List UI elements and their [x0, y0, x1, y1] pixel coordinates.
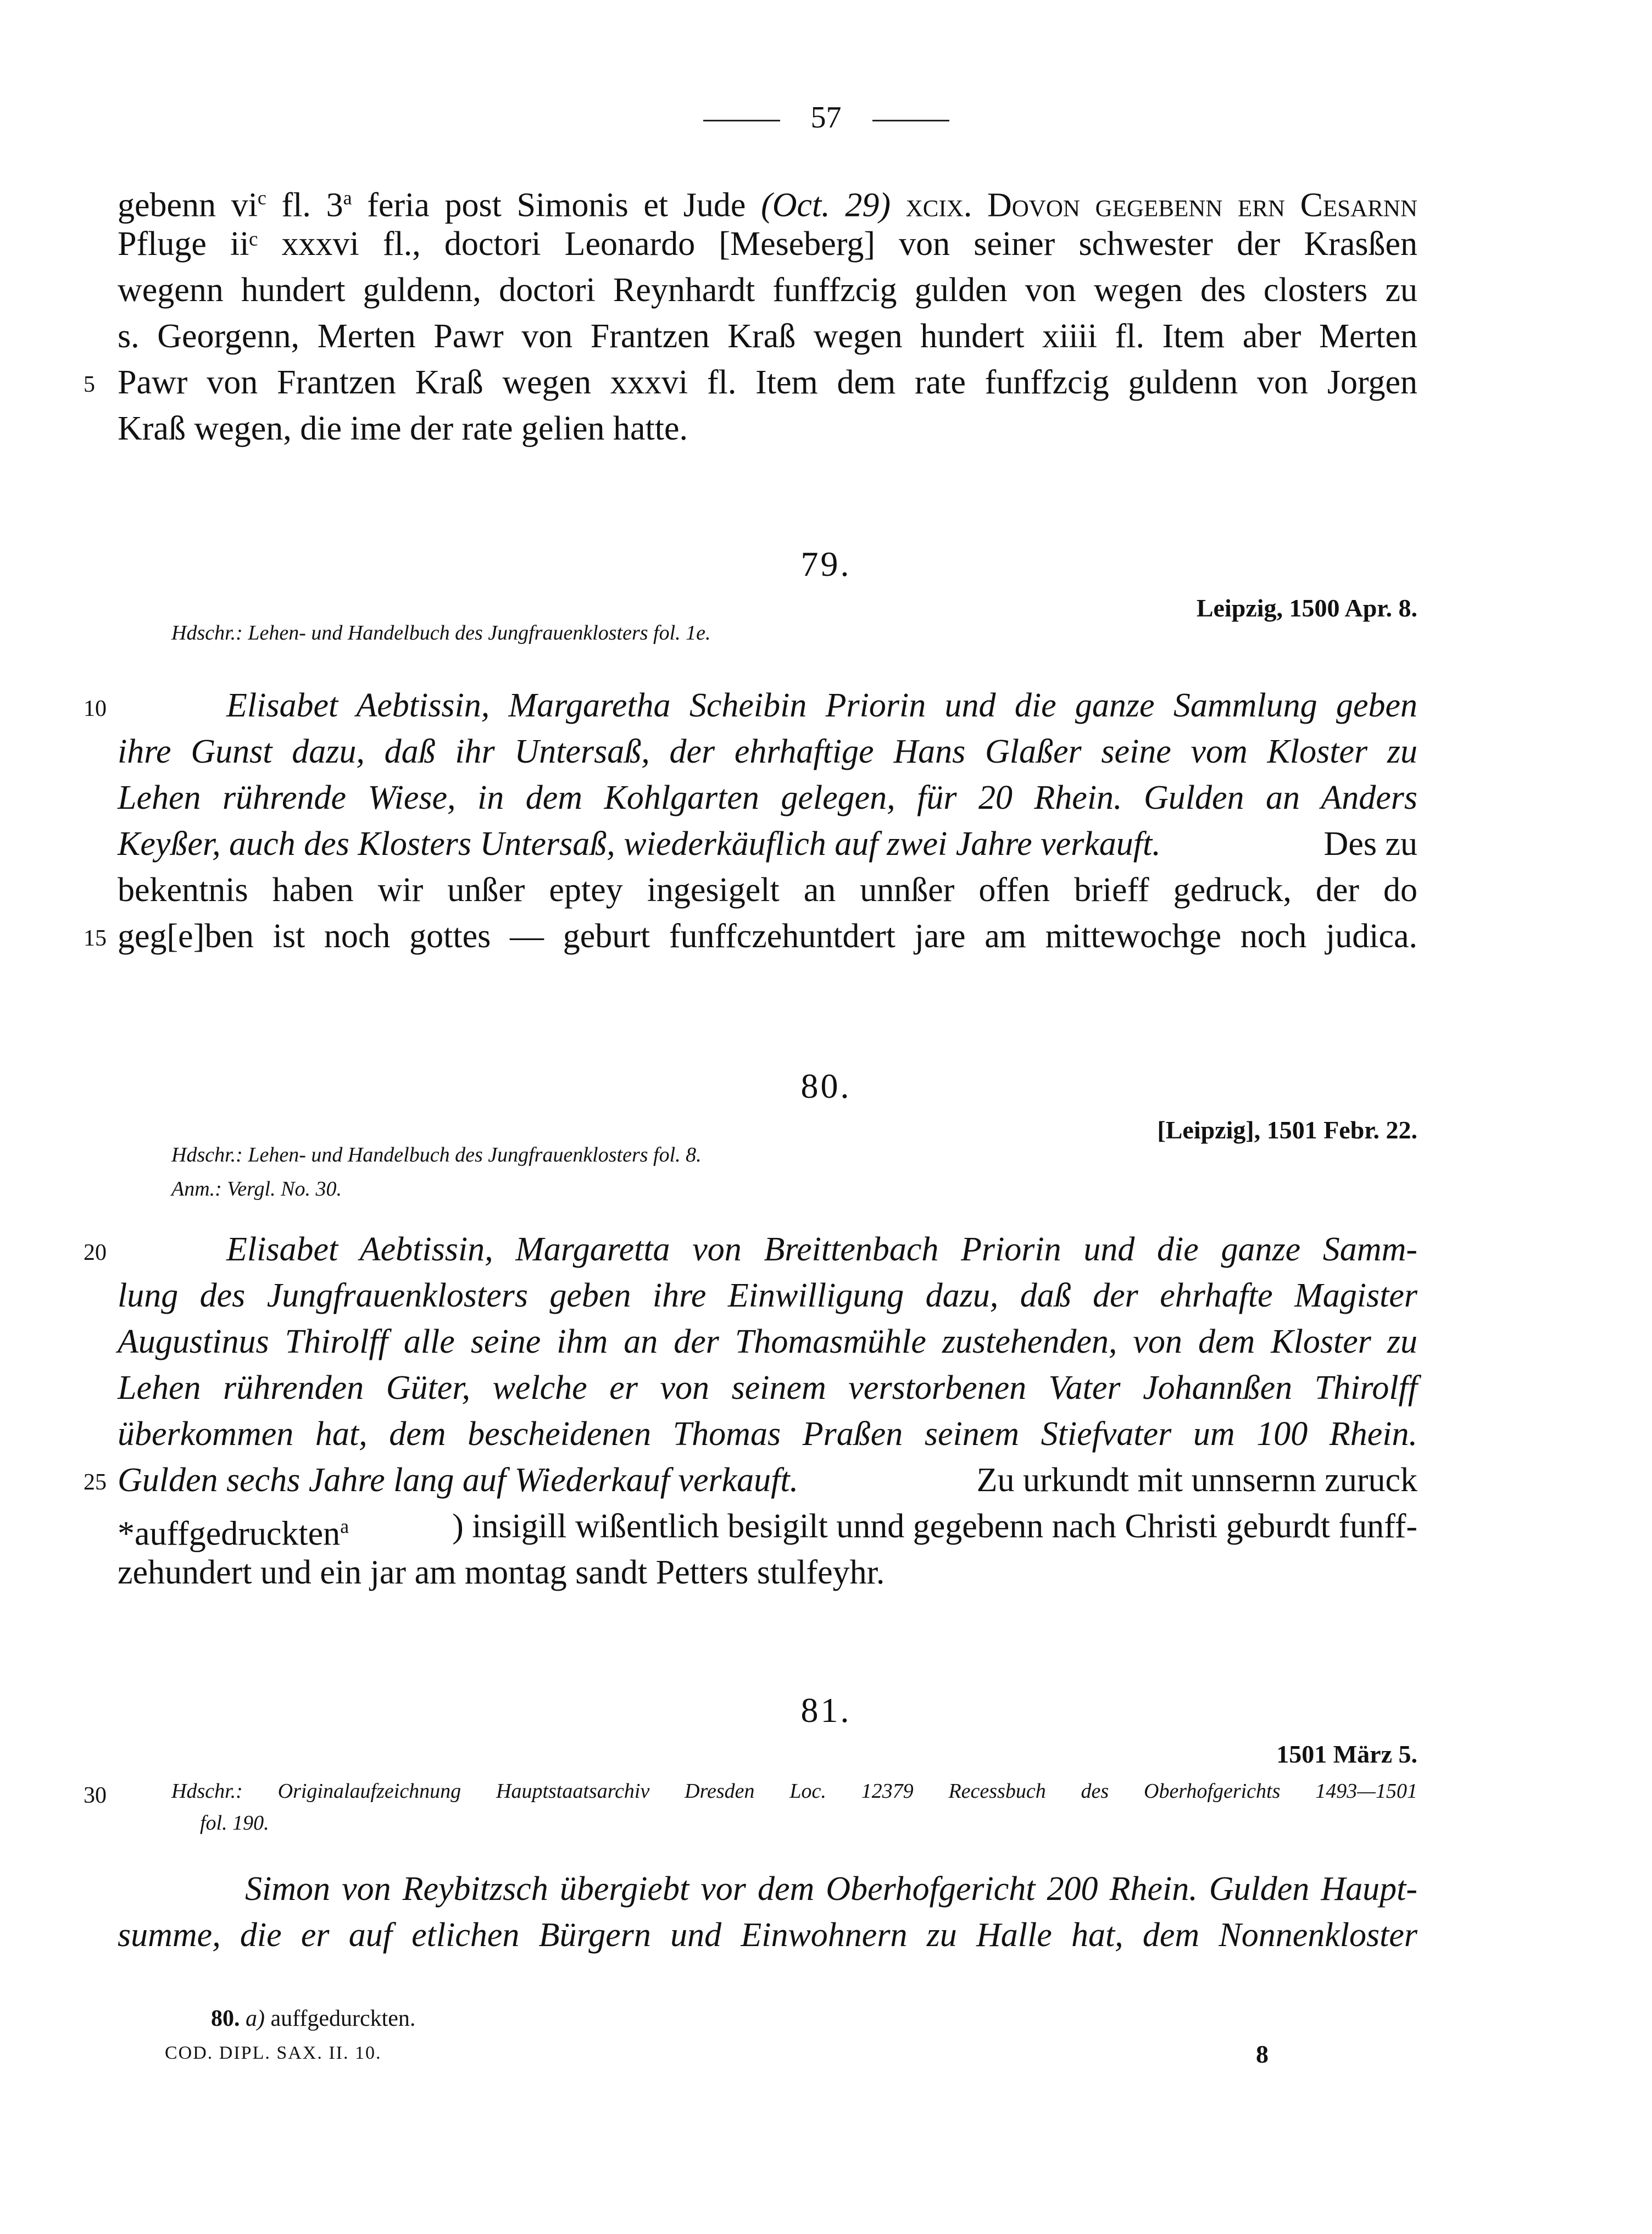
- source-note: fol. 190.: [200, 1811, 269, 1835]
- entry-80-line-1: Elisabet Aebtissin, Margaretta von Breittenbach Priorin und die ganze Samm-: [226, 1231, 1417, 1268]
- entry-80-line-5: überkommen hat, dem bescheidenen Thomas Praßen seinem Stiefvater um 100 Rhein.: [118, 1415, 1417, 1453]
- folio-rule-left: [703, 120, 780, 121]
- intro-line-5: Pawr von Frantzen Kraß wegen xxxvi fl. Item dem rate funffzcig guldenn von Jorgen: [118, 364, 1417, 401]
- entry-79-line-6: geg[e]ben ist noch gottes — geburt funffczehuntdert jare am mittewochge noch judica.: [118, 918, 1417, 955]
- footnote-label: 80.: [211, 2006, 240, 2031]
- folio-rule-right: [872, 120, 949, 121]
- sheet-number: 8: [1256, 2040, 1269, 2068]
- entry-80-line-4: Lehen rührenden Güter, welche er von seinem verstorbenen Vater Johannßen Thirolff: [118, 1369, 1417, 1407]
- entry-date-81: 1501 März 5.: [1276, 1740, 1417, 1768]
- date-reference: (Oct. 29): [761, 186, 891, 224]
- entry-number-80: 80.: [800, 1066, 852, 1105]
- source-note: Hdschr.: Lehen- und Handelbuch des Jungfrauenklosters fol. 1e.: [171, 621, 711, 644]
- entry-79-line-3: Lehen rührende Wiese, in dem Kohlgarten gelegen, für 20 Rhein. Gulden an Anders: [118, 779, 1417, 816]
- line-number: 15: [84, 926, 107, 951]
- line-number: 5: [84, 372, 95, 397]
- text-run: feria post Simonis et Jude: [352, 186, 761, 224]
- annotation-note: Anm.: Vergl. No. 30.: [171, 1177, 342, 1201]
- intro-line-2: Pfluge iiᶜ xxxvi fl., doctori Leonardo [Meseberg] von seiner schwester der Krasßen: [118, 225, 1417, 263]
- entry-79-line-1: Elisabet Aebtissin, Margaretha Scheibin Priorin und die ganze Sammlung geben: [226, 687, 1417, 724]
- entry-81-line-2: summe, die er auf etlichen Bürgern und Einwohnern zu Halle hat, dem Nonnenkloster: [118, 1916, 1417, 1954]
- line-number: 10: [84, 696, 107, 721]
- footnote-text: auffgedurckten.: [270, 2006, 416, 2031]
- line-number: 20: [84, 1240, 107, 1265]
- entry-number-81: 81.: [800, 1691, 852, 1730]
- text-run: Gulden sechs Jahre lang auf Wiederkauf verkauft.: [118, 1461, 799, 1499]
- text-run: [118, 1503, 349, 1557]
- text-run: Des zu: [1323, 825, 1417, 863]
- entry-79-line-5: bekentnis haben wir unßer eptey ingesigelt an unnßer offen brieff gedruck, der do: [118, 871, 1417, 909]
- entry-81-line-1: Simon von Reybitzsch übergiebt vor dem Oberhofgericht 200 Rhein. Gulden Haupt-: [245, 1870, 1417, 1908]
- text-run: xcix. Dovon gegebenn ern Cesarnn: [891, 186, 1417, 224]
- entry-80-line-3: Augustinus Thirolff alle seine ihm an der Thomasmühle zustehenden, von dem Kloster zu: [118, 1323, 1417, 1360]
- source-note: Hdschr.: Lehen- und Handelbuch des Jungfrauenklosters fol. 8.: [171, 1143, 702, 1166]
- footnote-mark: a): [246, 2006, 265, 2031]
- footnote: [211, 2005, 415, 2032]
- entry-80-line-2: lung des Jungfrauenklosters geben ihre Einwilligung dazu, daß der ehrhafte Magister: [118, 1277, 1417, 1314]
- entry-date-80: [Leipzig], 1501 Febr. 22.: [1157, 1116, 1417, 1144]
- text-run: ) insigill wißentlich besigilt unnd gegebenn nach Christi geburdt funff-: [452, 1508, 1417, 1545]
- text-run: gebenn vi: [118, 186, 258, 224]
- entry-79-line-2: ihre Gunst dazu, daß ihr Untersaß, der ehrhaftige Hans Glaßer seine vom Kloster zu: [118, 733, 1417, 770]
- intro-line-1: [118, 175, 1417, 229]
- text-run: Zu urkundt mit unnsernn zuruck: [976, 1461, 1417, 1499]
- intro-line-4: s. Georgenn, Merten Pawr von Frantzen Kraß wegen hundert xiiii fl. Item aber Merten: [118, 318, 1417, 355]
- text-run: Keyßer, auch des Klosters Untersaß, wiederkäuflich auf zwei Jahre verkauft.: [118, 825, 1161, 863]
- superscript: a: [343, 187, 352, 209]
- text-run: fl. 3: [266, 186, 343, 224]
- text-run: *auffgedruckten: [118, 1515, 341, 1553]
- page-number: 57: [810, 101, 842, 135]
- entry-80-line-7: [118, 1503, 1417, 1557]
- superscript: c: [257, 187, 266, 209]
- entry-number-79: 79.: [800, 544, 852, 583]
- entry-80-line-8: zehundert und ein jar am montag sandt Petters stulfeyhr.: [118, 1554, 885, 1591]
- line-number: 25: [84, 1470, 107, 1495]
- intro-line-6: Kraß wegen, die ime der rate gelien hatte.: [118, 410, 688, 447]
- line-number: 30: [84, 1783, 107, 1808]
- entry-79-line-4: [118, 821, 1417, 867]
- intro-line-3: wegenn hundert guldenn, doctori Reynhardt funffzcig gulden von wegen des closters zu: [118, 271, 1417, 309]
- entry-80-line-6: [118, 1457, 1417, 1503]
- entry-date-79: Leipzig, 1500 Apr. 8.: [1196, 594, 1417, 622]
- footnote-mark: a: [340, 1515, 349, 1537]
- page-folio: [0, 100, 1652, 135]
- source-note: Hdschr.: Originalaufzeichnung Hauptstaatsarchiv Dresden Loc. 12379 Recessbuch des Oberhofgerichts 1493—1501: [171, 1780, 1417, 1803]
- footer-signature: COD. DIPL. SAX. II. 10.: [165, 2043, 382, 2063]
